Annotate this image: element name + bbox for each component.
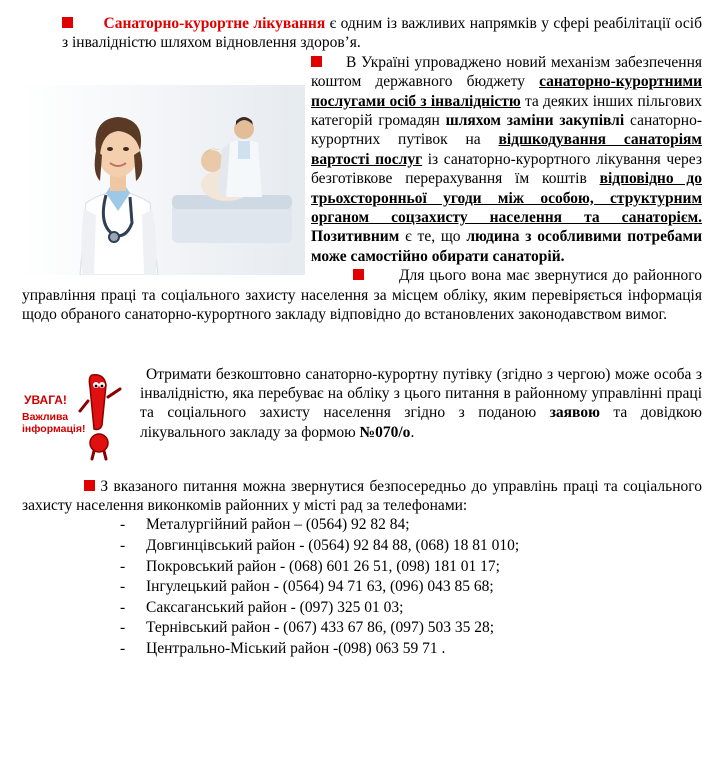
red-square-bullet-icon xyxy=(311,56,322,67)
district-phones: - (0564) 94 71 63, (096) 043 85 68; xyxy=(269,578,494,596)
district-phone-item xyxy=(120,577,702,598)
district-phone-item xyxy=(120,639,702,660)
document-body xyxy=(22,14,702,659)
district-phone-list xyxy=(22,515,702,659)
list-dash: - xyxy=(120,557,126,575)
doctor-photo-illustration xyxy=(22,85,305,275)
free-voucher-paragraph: Отримати безкоштовно санаторно-курортну путівку (згідно з чергою) може особа з інвалідністю, яка перебуває на обліку з цього питання в районному управлінні праці та соціального захисту населення згідно з поданою заявою та довідкою лікувального закладу за формою №070/о. xyxy=(140,365,702,441)
contacts-intro: З вказаного питання можна звернутися безпосередньо до управлінь праці та соціального захисту населення виконкомів районних у місті рад за телефонами: xyxy=(22,477,702,514)
warning-sublabel: Важлива інформація! xyxy=(22,410,86,435)
red-square-bullet-icon xyxy=(353,269,364,280)
procedure-paragraph: Для цього вона має звернутися до районного управління праці та соціального захисту населення за місцем обліку, яким перевіряється інформація щодо обраного санаторно-курортного закладу відповідно до встановлених законодавством вимог. xyxy=(22,267,702,324)
list-dash: - xyxy=(120,598,126,616)
district-phone-item xyxy=(120,618,702,639)
district-phones: - (067) 433 67 86, (097) 503 35 28; xyxy=(270,619,495,637)
district-phones: - (068) 601 26 51, (098) 181 01 17; xyxy=(276,557,500,575)
section-title: Санаторно-курортне лікування xyxy=(103,15,326,32)
warning-badge xyxy=(22,371,126,461)
district-name: Інгулецький район xyxy=(146,578,270,596)
district-phone-item xyxy=(120,598,702,619)
district-name: Довгинцівський район xyxy=(146,536,296,554)
district-name: Тернівський район xyxy=(146,619,271,637)
red-square-bullet-icon xyxy=(84,480,95,491)
district-phones: - (097) 325 01 03; xyxy=(286,598,404,616)
red-square-bullet-icon xyxy=(62,17,73,28)
medical-staff-photo xyxy=(22,85,305,275)
district-phones: – (0564) 92 82 84; xyxy=(290,516,410,534)
district-phone-item xyxy=(120,515,702,536)
district-phone-item xyxy=(120,536,702,557)
intro-text: є одним із важливих напрямків у сфері реабілітації осіб з інвалідністю шляхом відновлення здоров’я. xyxy=(62,15,702,52)
new-mechanism-paragraph: В Україні упроваджено новий механізм забезпечення коштом державного бюджету санаторно-курортними послугами осіб з інвалідністю та деяких інших пільгових категорій громадян шляхом заміни закупівлі санаторно-курортних путівок на відшкодування санаторіям вартості послуг із санаторно-курортного лікування через безготівкове перерахування їм коштів відповідно до трьохсторонньої угоди між особою, структурним органом соцзахисту населення та санаторієм. Позитивним є те, що людина з особливими потребами може самостійно обирати санаторій. xyxy=(311,53,703,265)
list-dash: - xyxy=(120,639,126,657)
district-phones: -(098) 063 59 71 . xyxy=(329,639,446,657)
intro-paragraph xyxy=(22,14,702,53)
warning-label: УВАГА! xyxy=(24,392,67,407)
list-dash: - xyxy=(120,619,126,637)
district-name: Саксаганський район xyxy=(146,598,287,616)
district-name: Металургійний район xyxy=(146,516,291,534)
list-dash: - xyxy=(120,516,126,534)
district-name: Покровський район xyxy=(146,557,277,575)
district-name: Центрально-Міський район xyxy=(146,639,330,657)
list-dash: - xyxy=(120,536,126,554)
district-phones: - (0564) 92 84 88, (068) 18 81 010; xyxy=(295,536,520,554)
district-phone-item xyxy=(120,557,702,578)
list-dash: - xyxy=(120,578,126,596)
